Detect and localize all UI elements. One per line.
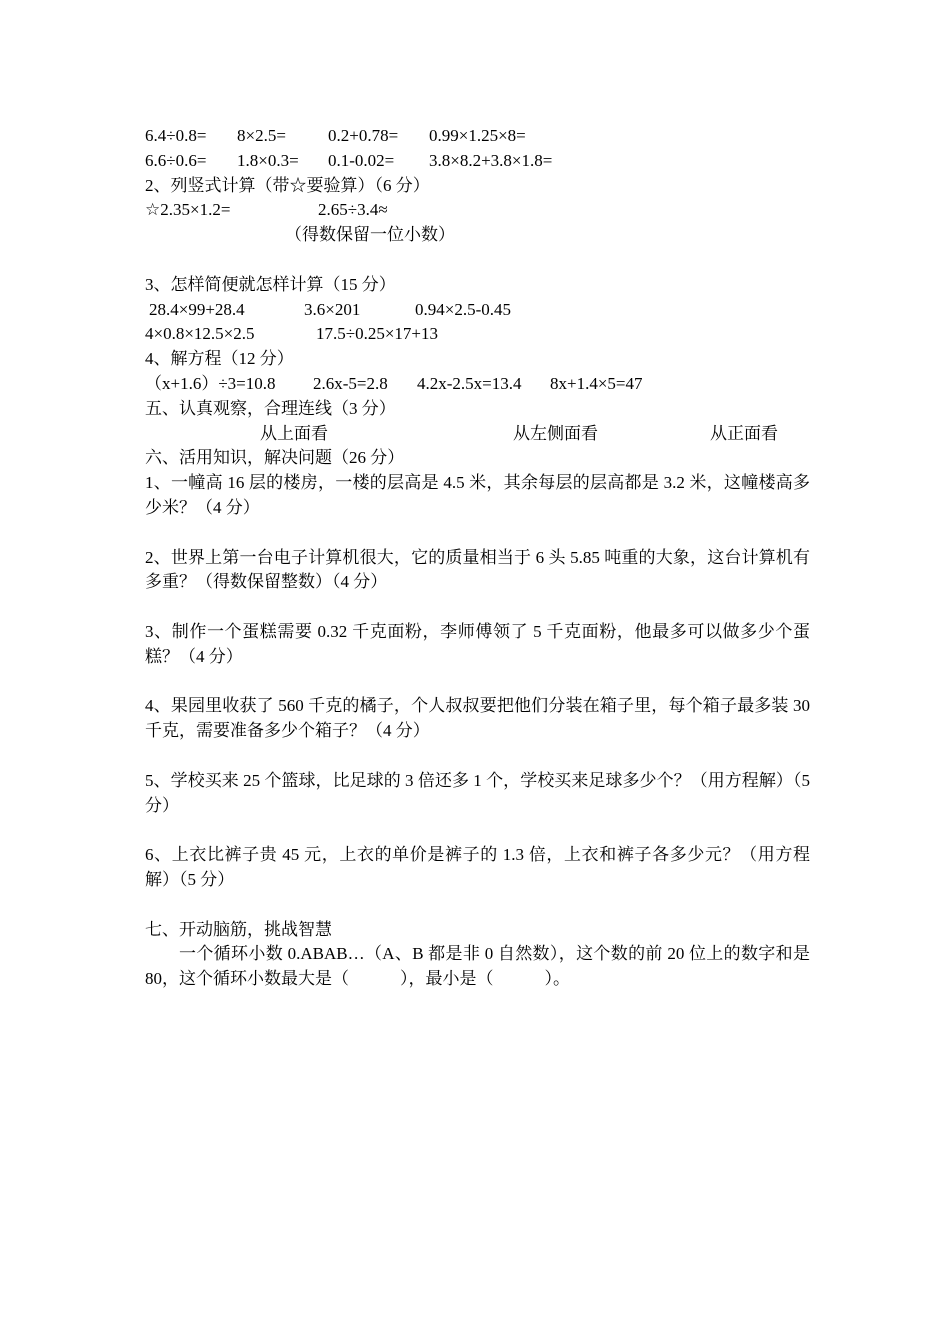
simplify-calc-row-1 [145,298,810,323]
spacer [145,595,810,620]
oral-calc-item: 6.4÷0.8= [145,126,207,145]
simplify-calc-item: 17.5÷0.25×17+13 [316,324,439,344]
spacer [145,521,810,546]
word-problem-6: 6、上衣比裤子贵 45 元，上衣的单价是裤子的 1.3 倍，上衣和裤子各多少元？（用方程解）（5 分） [145,845,810,889]
word-problem-5: 5、学校买来 25 个篮球，比足球的 3 倍还多 1 个，学校买来足球多少个？（用方程解）（5 分） [145,770,810,815]
vertical-calc-item: 2.65÷3.4≈ [318,200,388,220]
spacer [145,670,810,695]
view-labels-row [145,422,810,447]
rounding-note: （得数保留一位小数） [285,225,455,245]
vertical-calc-item: ☆2.35×1.2= [145,200,231,220]
vertical-calc-row [145,198,810,223]
oral-calc-item: 8×2.5= [237,126,286,145]
simplify-calc-item: 3.6×201 [304,299,361,319]
oral-calc-item: 0.1-0.02= [328,150,395,170]
worksheet-content [145,124,810,992]
vertical-calc-note-row [145,223,810,248]
word-problem-2: 2、世界上第一台电子计算机很大，它的质量相当于 6 头 5.85 吨重的大象，这台计算机有多重？（得数保留整数）（4 分） [145,547,810,592]
word-problem-1: 1、一幢高 16 层的楼房，一楼的层高是 4.5 米，其余每层的层高都是 3.2 米，这幢楼高多少米？（4 分） [145,473,810,517]
section-6-heading: 六、活用知识，解决问题（26 分） [145,448,405,468]
simplify-calc-item: 0.94×2.5-0.45 [415,299,511,319]
view-label-left: 从左侧面看 [513,423,598,443]
section-4-heading: 4、解方程（12 分） [145,349,294,369]
simplify-calc-item: 4×0.8×12.5×2.5 [145,324,255,344]
equation-item: 8x+1.4×5=47 [550,373,643,393]
section-2-heading: 2、列竖式计算（带☆要验算）（6 分） [145,175,430,195]
word-problem-3: 3、制作一个蛋糕需要 0.32 千克面粉，李师傅领了 5 千克面粉，他最多可以做多少个蛋糕？（4 分） [145,621,810,666]
oral-calc-item: 3.8×8.2+3.8×1.8= [429,150,553,170]
challenge-problem: 一个循环小数 0.ABAB…（A、B 都是非 0 自然数），这个数的前 20 位上的数字和是 80，这个循环小数最大是（ ），最小是（ ）。 [145,944,810,989]
equation-item: （x+1.6）÷3=10.8 [145,373,276,393]
equation-item: 4.2x-2.5x=13.4 [417,373,522,393]
simplify-calc-row-2 [145,322,810,347]
view-label-front: 从正面看 [710,423,778,443]
section-5-heading: 五、认真观察，合理连线（3 分） [145,398,396,418]
word-problem-4: 4、果园里收获了 560 千克的橘子，个人叔叔要把他们分装在箱子里，每个箱子最多装 30 千克，需要准备多少个箱子？（4 分） [145,696,810,741]
section-3-heading: 3、怎样简便就怎样计算（15 分） [145,274,396,294]
view-label-top: 从上面看 [260,423,328,443]
spacer [145,818,810,843]
oral-calc-item: 1.8×0.3= [237,150,299,170]
spacer [145,248,810,273]
equations-row [145,372,810,397]
simplify-calc-item: 28.4×99+28.4 [149,299,245,319]
oral-calc-item: 0.99×1.25×8= [429,126,526,145]
spacer [145,893,810,918]
oral-calc-item: 6.6÷0.6= [145,150,207,170]
oral-calc-row-2 [145,149,810,174]
equation-item: 2.6x-5=2.8 [313,373,388,393]
section-7-heading: 七、开动脑筋，挑战智慧 [145,919,332,939]
oral-calc-row-1 [145,124,810,149]
oral-calc-item: 0.2+0.78= [328,126,399,145]
spacer [145,744,810,769]
